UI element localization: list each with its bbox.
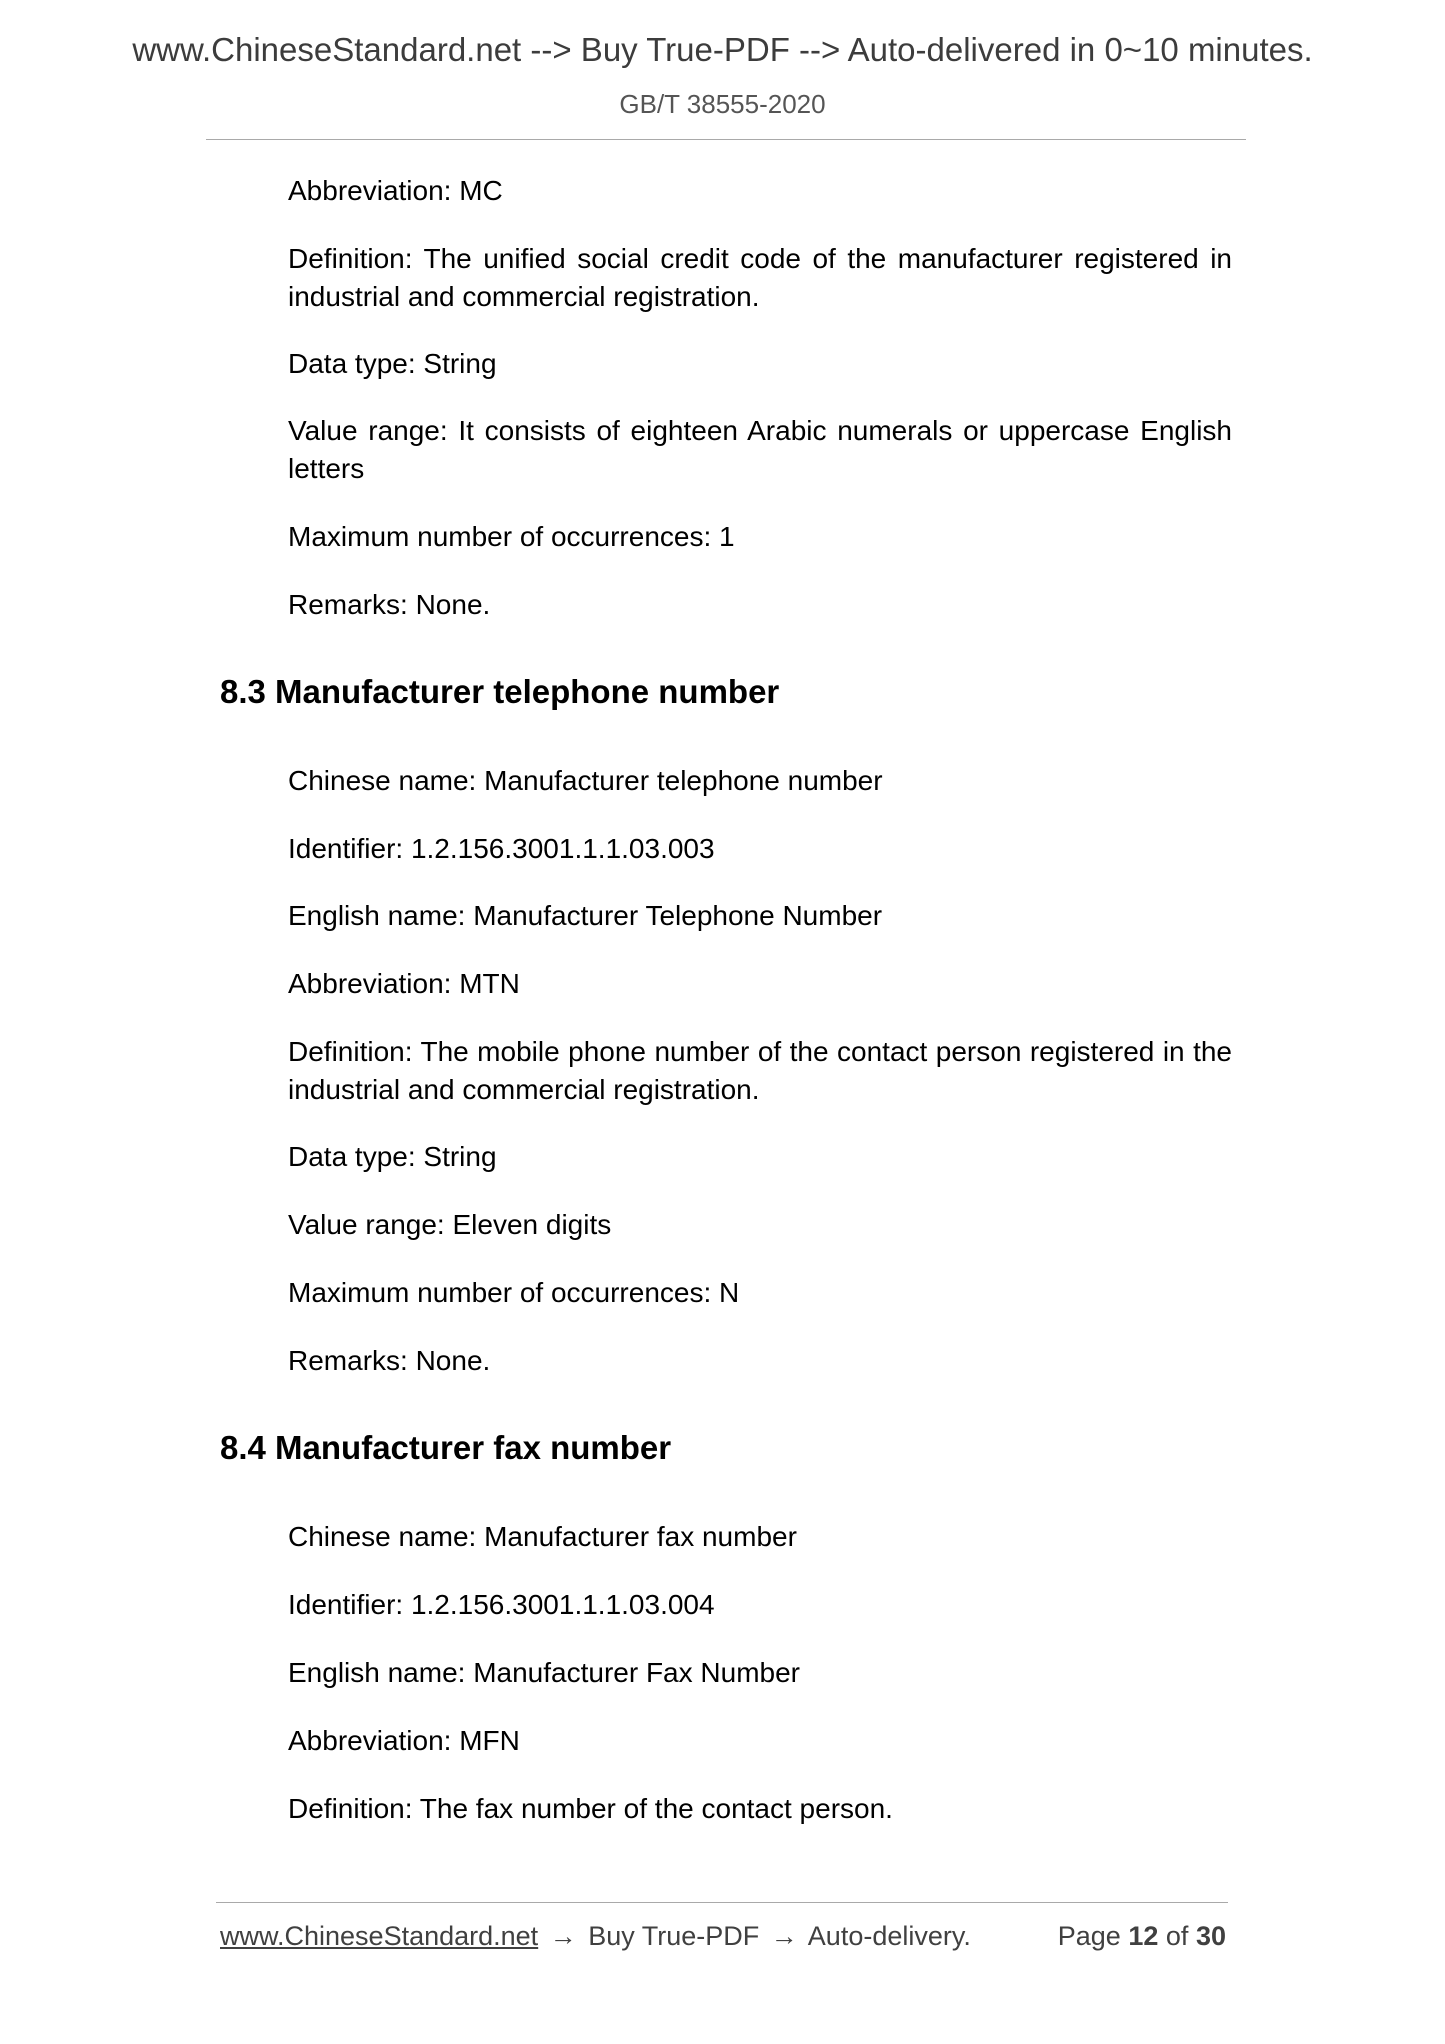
s82-max-occurrences: Maximum number of occurrences: 1: [288, 521, 735, 552]
s84-english-name: English name: Manufacturer Fax Number: [288, 1657, 800, 1688]
of-label: of: [1165, 1921, 1189, 1951]
s82-definition: Definition: The unified social credit code of the manufacturer registered in industrial and commercial registration.: [288, 243, 1232, 312]
footer-site-link[interactable]: www.ChineseStandard.net: [220, 1921, 539, 1951]
section-heading-8-3: 8.3 Manufacturer telephone number: [220, 673, 780, 710]
s83-english-name: English name: Manufacturer Telephone Number: [288, 900, 883, 931]
s83-data-type: Data type: String: [288, 1141, 497, 1172]
footer-divider: [216, 1902, 1228, 1903]
s84-identifier: Identifier: 1.2.156.3001.1.1.03.004: [288, 1589, 715, 1620]
s83-remarks: Remarks: None.: [288, 1345, 491, 1376]
s84-abbreviation: Abbreviation: MFN: [288, 1725, 520, 1756]
s83-abbreviation: Abbreviation: MTN: [288, 968, 520, 999]
s82-value-range: Value range: It consists of eighteen Arabic numerals or uppercase English letters: [288, 415, 1232, 484]
s82-remarks: Remarks: None.: [288, 589, 491, 620]
s83-chinese-name: Chinese name: Manufacturer telephone number: [288, 765, 883, 796]
s84-definition: Definition: The fax number of the contact person.: [288, 1793, 893, 1824]
standard-code: GB/T 38555-2020: [619, 89, 826, 119]
page-footer: [220, 1918, 1226, 1954]
s83-identifier: Identifier: 1.2.156.3001.1.1.03.003: [288, 833, 715, 864]
page-number: 12: [1128, 1921, 1159, 1951]
s83-max-occurrences: Maximum number of occurrences: N: [288, 1277, 740, 1308]
total-pages: 30: [1195, 1921, 1226, 1951]
arrow-right-icon: →: [549, 1921, 577, 1951]
arrow-right-icon: →: [770, 1921, 798, 1951]
page-label: Page: [1057, 1921, 1121, 1951]
page-indicator: [1058, 1918, 1226, 1954]
s84-chinese-name: Chinese name: Manufacturer fax number: [288, 1521, 797, 1552]
header-divider: [206, 139, 1246, 140]
site-banner: www.ChineseStandard.net --> Buy True-PDF --> Auto-delivered in 0~10 minutes.: [132, 31, 1313, 68]
footer-delivery-text: Auto-delivery.: [807, 1921, 971, 1951]
s83-definition: Definition: The mobile phone number of the contact person registered in the industrial and commercial registration.: [288, 1036, 1232, 1105]
s82-data-type: Data type: String: [288, 348, 497, 379]
section-heading-8-4: 8.4 Manufacturer fax number: [220, 1429, 672, 1466]
footer-buy-text: Buy True-PDF: [588, 1921, 760, 1951]
s82-abbreviation: Abbreviation: MC: [288, 175, 503, 206]
s83-value-range: Value range: Eleven digits: [288, 1209, 612, 1240]
